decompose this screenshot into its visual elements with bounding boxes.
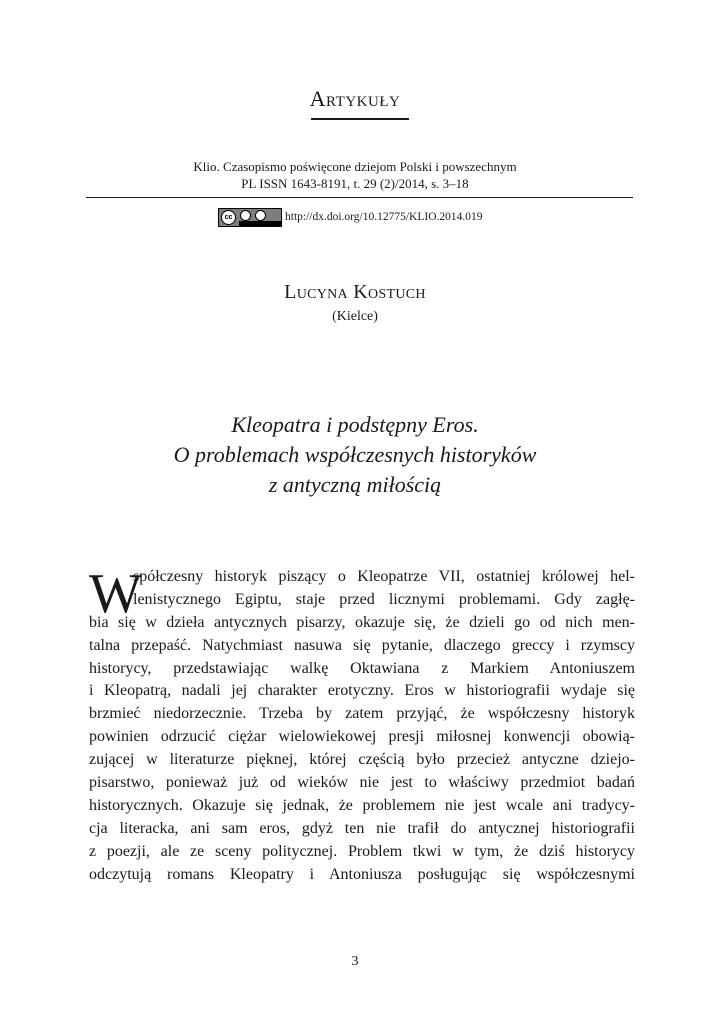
body-line: zującej w literaturze pięknej, której częścią było przecież antyczne dziejo- [89, 751, 635, 769]
body-line: brzmieć niedorzecznie. Trzeba by zatem przyjąć, że współczesny historyk [89, 705, 635, 723]
drop-cap: W [89, 563, 142, 625]
body-line: cja literacka, ani sam eros, gdyż ten nie trafił do antycznej historiografii [89, 819, 635, 837]
license-row [218, 207, 483, 227]
page-number: 3 [351, 954, 359, 969]
doi-link[interactable]: http://dx.doi.org/10.12775/KLIO.2014.019 [285, 211, 483, 223]
body-line: historycznych. Okazuje się jednak, że problemem nie jest wcale ani tradycy- [89, 796, 635, 814]
author-name: Lucyna Kostuch [284, 281, 426, 303]
body-line: bia się w dzieła antycznych pisarzy, okazuje się, że dzieli go od nich men- [89, 613, 635, 631]
section-title-underline [311, 118, 409, 120]
body-line: z poezji, ale ze sceny politycznej. Problem tkwi w tym, że dziś historycy [89, 842, 635, 860]
body-line: i Kleopatrą, nadali jej charakter erotyczny. Eros w historiografii wydaje się [89, 682, 635, 700]
by-icon [240, 210, 251, 221]
title-line: z antyczną miłością [268, 472, 442, 497]
journal-divider [86, 197, 633, 198]
body-line: powinien odrzucić ciężar wielowiekowej presji miłosnej konwencji obowią- [89, 728, 635, 746]
article-body [89, 563, 635, 886]
article-title [0, 410, 710, 500]
journal-line-1: Klio. Czasopismo poświęcone dziejom Polski i powszechnym [193, 159, 517, 174]
journal-line-2: PL ISSN 1643-8191, t. 29 (2)/2014, s. 3–18 [241, 176, 469, 191]
body-line: talna przepaść. Natychmiast nasuwa się pytanie, dlaczego greccy i rzymscy [89, 636, 635, 654]
cc-by-nd-icon [218, 208, 282, 227]
title-line: O problemach współczesnych historyków [173, 442, 537, 467]
nd-icon [255, 210, 266, 221]
author-affiliation: (Kielce) [332, 309, 378, 324]
body-line: pisarstwo, ponieważ już od wieków nie jest to właściwy przedmiot badań [89, 774, 635, 792]
cc-icon: cc [221, 210, 236, 225]
body-line: historycy, przedstawiając walkę Oktawiana z Markiem Antoniuszem [89, 659, 635, 677]
body-line: spółczesny historyk piszący o Kleopatrze VII, ostatniej królowej hel- [133, 568, 635, 585]
title-line: Kleopatra i podstępny Eros. [231, 412, 479, 437]
license-label-strip [239, 221, 281, 226]
section-title: Artykuły [309, 86, 401, 111]
body-line: lenistycznego Egiptu, staje przed licznymi problemami. Gdy zagłę- [133, 590, 635, 608]
body-line: odczytują romans Kleopatry i Antoniusza posługując się współczesnymi [89, 865, 635, 883]
journal-info [0, 158, 710, 192]
